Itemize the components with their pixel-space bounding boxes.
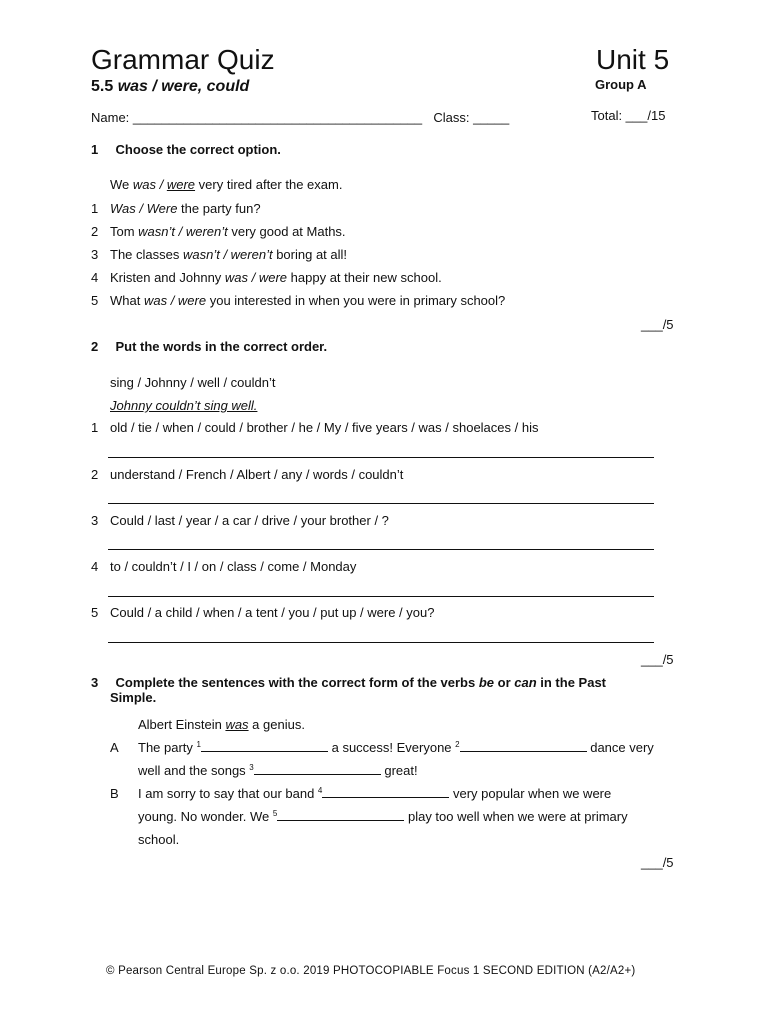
ex1-example-answer: were [166,177,196,192]
ex3-example-pre: Albert Einstein [138,717,226,732]
item-number: 2 [91,467,99,482]
subtitle-number: 5.5 [91,78,114,95]
item-options[interactable]: wasn’t / weren’t [138,224,228,239]
ex1-example-sep: / [156,177,167,192]
name-field[interactable]: Name: ________________________________________ [91,110,423,125]
ex3-instruction-pre: Complete the sentences with the correct form of the verbs [115,675,479,690]
item-number: 1 [91,420,99,435]
item-text-pre: Tom [110,224,139,239]
total-score: Total: ___/15 [591,108,666,123]
ex1-example-opt1: was [132,177,157,192]
item-text-post: happy at their new school. [287,270,442,285]
ex3-instruction-or: or [494,675,515,690]
ex2-item [91,467,403,482]
ex1-item [91,247,347,262]
class-field[interactable]: Class: _____ [433,110,510,125]
ex3-a-line2 [138,763,418,778]
item-text-post: very good at Maths. [227,224,346,239]
ex2-item [91,605,434,620]
item-options[interactable]: Was / Were [110,201,178,216]
ex3-label-b: B [110,786,119,801]
ex2-item [91,420,538,435]
quiz-subtitle [91,77,249,97]
item-text-post: the party fun? [177,201,261,216]
ex1-item [91,293,505,308]
answer-line[interactable] [108,549,654,550]
subtitle-text: was / were, could [117,78,250,95]
gap-number: 1 [196,740,201,749]
gap-number: 4 [317,786,323,795]
item-number: 1 [91,201,99,216]
ex2-example-words: sing / Johnny / well / couldn’t [110,375,276,390]
item-number: 2 [91,224,99,239]
ex3-b-line3: school. [138,832,180,847]
gap-number: 3 [249,763,254,772]
ex2-score: ___/5 [641,652,674,667]
ex1-example-post: very tired after the exam. [195,177,343,192]
ex2-example-answer-text: Johnny couldn’t sing well. [110,398,258,413]
ex1-item [91,270,442,285]
item-text-pre: Kristen and Johnny [110,270,225,285]
text: a success! Everyone [327,740,456,755]
answer-line[interactable] [108,503,654,504]
answer-line[interactable] [108,596,654,597]
ex1-heading [91,142,281,157]
ex1-item [91,201,261,216]
gap-field[interactable] [460,740,587,752]
ex3-verb-be: be [478,675,495,690]
gap-field[interactable] [254,763,381,775]
ex2-number: 2 [91,339,99,354]
ex1-example [110,177,342,192]
item-text-post: boring at all! [272,247,348,262]
ex3-b-line1 [138,786,611,801]
ex1-instruction: Choose the correct option. [115,142,281,157]
ex2-item [91,513,389,528]
ex2-instruction: Put the words in the correct order. [115,339,328,354]
gap-number: 2 [455,740,460,749]
text: very popular when we were [449,786,612,801]
gap-field[interactable] [322,786,449,798]
item-text-pre: What [110,293,144,308]
answer-line[interactable] [108,457,654,458]
ex1-score: ___/5 [641,317,674,332]
item-number: 3 [91,513,99,528]
item-number: 4 [91,270,99,285]
name-class-line [91,110,509,125]
ex3-instruction-post: in the Past [536,675,607,690]
text: The party [138,740,197,755]
copyright-footer: © Pearson Central Europe Sp. z o.o. 2019 PHOTOCOPIABLE Focus 1 SECOND EDITION (A2/A2+) [106,965,636,977]
item-words: Could / last / year / a car / drive / your brother / ? [110,513,389,528]
text: great! [380,763,418,778]
quiz-title: Grammar Quiz [91,44,275,75]
ex3-label-a: A [110,740,119,755]
group-label: Group A [595,77,647,92]
ex3-instruction-line2: Simple. [110,690,157,705]
ex3-number: 3 [91,675,99,690]
ex2-item [91,559,356,574]
ex3-example-post: a genius. [248,717,305,732]
item-number: 3 [91,247,99,262]
ex1-item [91,224,346,239]
ex3-score: ___/5 [641,855,674,870]
text: play too well when we were at primary [404,809,628,824]
item-words: to / couldn’t / I / on / class / come / Monday [110,559,357,574]
item-number: 4 [91,559,99,574]
ex1-example-pre: We [110,177,133,192]
item-options[interactable]: was / were [224,270,288,285]
ex3-a-line1 [138,740,654,755]
item-options[interactable]: was / were [143,293,207,308]
ex3-instruction [115,675,606,690]
gap-field[interactable] [201,740,328,752]
answer-line[interactable] [108,642,654,643]
ex1-number: 1 [91,142,99,157]
item-text-post: you interested in when you were in primary school? [206,293,506,308]
gap-field[interactable] [277,809,404,821]
item-words: old / tie / when / could / brother / he / My / five years / was / shoelaces / his [110,420,539,435]
item-words: understand / French / Albert / any / words / couldn’t [110,467,404,482]
item-number: 5 [91,605,99,620]
unit-label: Unit 5 [596,44,670,75]
item-options[interactable]: wasn’t / weren’t [182,247,273,262]
text: I am sorry to say that our band [138,786,318,801]
item-words: Could / a child / when / a tent / you / put up / were / you? [110,605,435,620]
gap-number: 5 [272,809,278,818]
item-number: 5 [91,293,99,308]
ex3-verb-can: can [514,675,537,690]
text: well and the songs [138,763,250,778]
ex3-heading [91,675,606,690]
text: young. No wonder. We [138,809,273,824]
item-text-pre: The classes [110,247,183,262]
ex3-b-line2 [138,809,628,824]
text: dance very [586,740,654,755]
ex3-example [138,717,305,732]
ex3-example-answer: was [225,717,249,732]
ex2-example-answer [110,398,257,413]
ex2-heading [91,339,327,354]
